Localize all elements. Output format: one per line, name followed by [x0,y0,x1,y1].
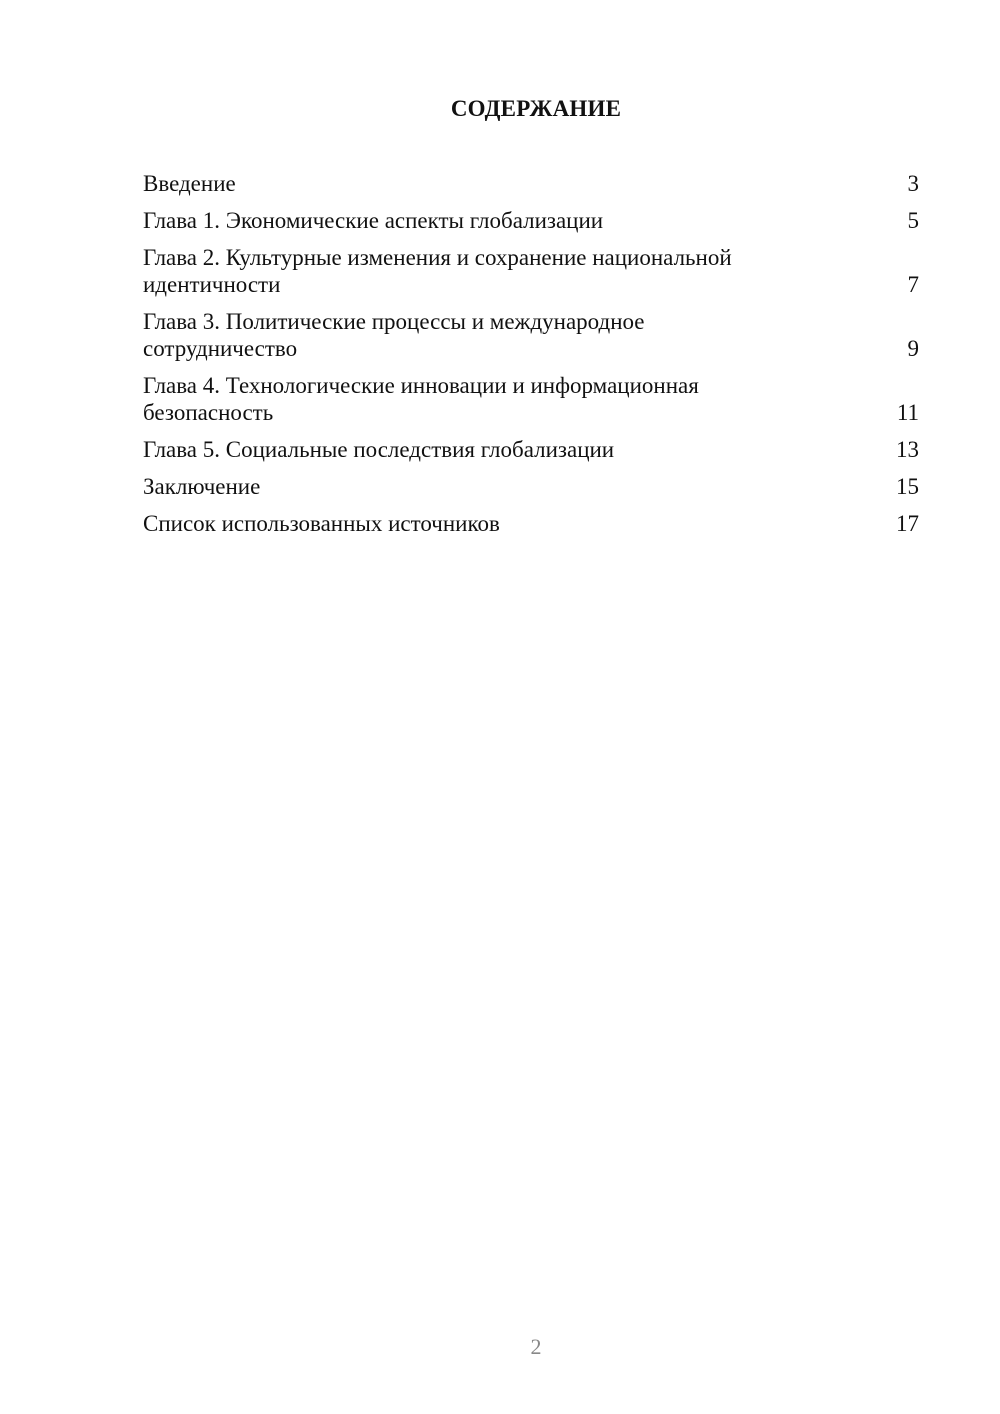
toc-entry-page: 13 [896,437,919,462]
toc-entry-label: Глава 5. Социальные последствия глобализации [143,437,615,462]
table-of-contents [143,170,919,547]
toc-entry [143,207,919,234]
toc-entry-label: Глава 1. Экономические аспекты глобализации [143,208,604,233]
toc-entry [143,170,919,197]
toc-entry [143,510,919,537]
toc-entry-label: Введение [143,171,236,196]
toc-entry-label: Глава 4. Технологические инновации и информационная безопасность [143,373,699,425]
toc-entry-page: 15 [896,474,919,499]
toc-entry [143,244,919,298]
toc-entry [143,308,919,362]
toc-entry-page: 3 [907,171,919,196]
toc-entry [143,372,919,426]
page-number: 2 [530,1334,542,1359]
toc-entry-page: 11 [896,400,919,425]
toc-entry-label: Список использованных источников [143,511,500,536]
toc-entry-label: Заключение [143,474,261,499]
toc-entry-label: Глава 3. Политические процессы и международное сотрудничество [143,309,645,361]
toc-entry-label: Глава 2. Культурные изменения и сохранение национальной идентичности [143,245,732,297]
page-title: СОДЕРЖАНИЕ [450,96,622,121]
toc-entry [143,436,919,463]
toc-entry-page: 5 [907,208,919,233]
toc-entry-page: 17 [896,511,919,536]
toc-entry-page: 9 [907,336,919,361]
toc-entry [143,473,919,500]
toc-entry-page: 7 [907,272,919,297]
